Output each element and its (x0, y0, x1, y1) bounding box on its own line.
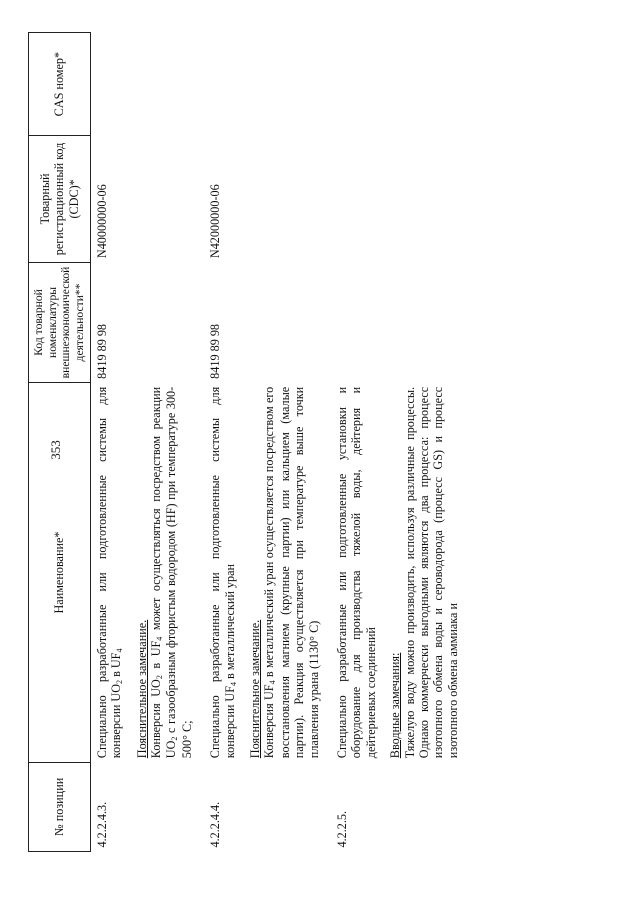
table-row (204, 33, 331, 852)
row-cdc-code (331, 136, 470, 262)
row-title: Специально разработанные или подготовленные системы для конверсии $UF_4$ в металлический уран (208, 386, 238, 759)
intro-notes-title: Вводные замечания: (388, 652, 403, 759)
row-tnved-code: 8419 89 98 (94, 323, 109, 379)
header-tnved-code: Код товарной номенклатуры внешнеэкономической деятельности** (29, 262, 91, 383)
row-name (204, 383, 331, 762)
header-name: Наименование* (29, 383, 91, 762)
row-cas-number (204, 33, 331, 136)
row-cdc-code: N42000000-06 (208, 184, 223, 259)
row-cas-number (331, 33, 470, 136)
table-row (331, 33, 470, 852)
goods-table (28, 32, 470, 852)
row-title: Специально разработанные или подготовленные установки и оборудование для производства тяжелой воды, дейтерия и дейтериевых соединений (335, 386, 378, 759)
row-name (331, 383, 470, 762)
intro-notes-text: Тяжелую воду можно производить, используя различные процессы. Однако коммерчески выгодными являются два процесса: процесс изотопного обмена воды и сероводорода (процесс GS) и процесс изотопного обмена аммиака и (402, 386, 460, 759)
row-position: 4.2.2.4.3. (94, 801, 109, 848)
header-cdc-code: Товарный регистрационный код (CDC)* (29, 136, 91, 262)
row-name (90, 383, 204, 762)
row-cas-number (90, 33, 204, 136)
table-row (90, 33, 204, 852)
table-header-row (29, 33, 91, 852)
explanatory-note-text: Конверсия $UF_4$ в металлический уран осуществляется посредством его восстановления магнием (крупные партии) или кальцием (малые партии). Реакция осуществляется при температуре выше точки плавления урана (1130° C) (262, 386, 321, 759)
row-title: Специально разработанные или подготовленные системы для конверсии $UO_2$ в $UF_4$ (94, 386, 125, 759)
explanatory-note-title: Пояснительное замечание. (134, 619, 149, 759)
explanatory-note-text: Конверсия $UO_2$ в $UF_4$ может осуществляться посредством реакции $UO_2$ с газообразным фтористым водородом (HF) при температуре 300-500° C; (148, 386, 194, 759)
row-position: 4.2.2.4.4. (208, 801, 223, 848)
header-cas-number: CAS номер* (29, 33, 91, 136)
row-cdc-code: N40000000-06 (94, 184, 109, 259)
row-tnved-code: 8419 89 98 (208, 323, 223, 379)
header-position: № позиции (29, 762, 91, 851)
row-position: 4.2.2.5. (335, 810, 349, 848)
row-tnved-code (331, 262, 470, 383)
page-number: 353 (48, 440, 63, 460)
explanatory-note-title: Пояснительное замечание. (248, 619, 262, 759)
